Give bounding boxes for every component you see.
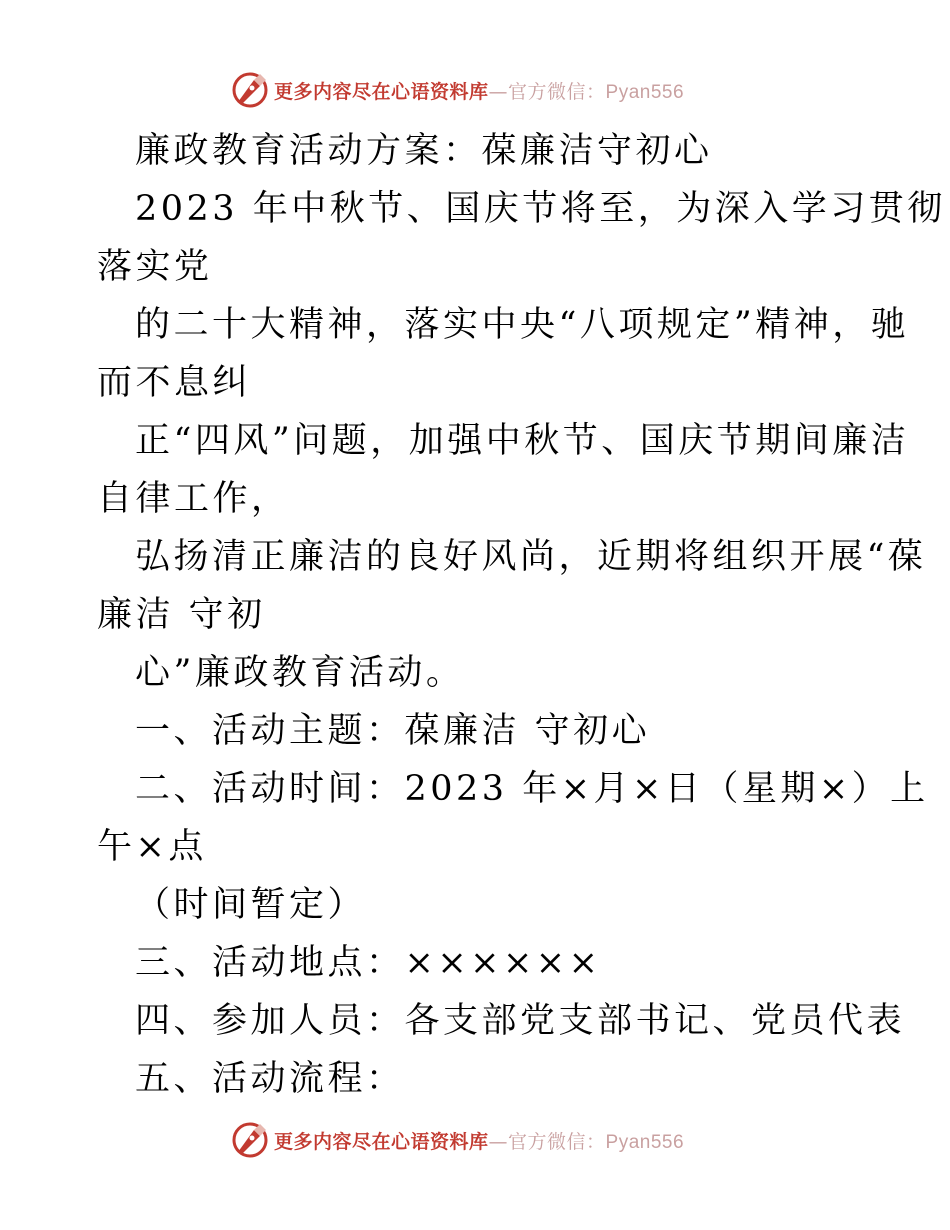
paragraph-line: 而不息纠 <box>97 363 252 403</box>
section-heading-theme: 一、活动主题：葆廉洁 守初心 <box>135 711 651 751</box>
document-title: 廉政教育活动方案：葆廉洁守初心 <box>135 131 713 171</box>
paragraph-line: 午×点 <box>97 827 207 867</box>
banner-wechat-id: Pyan556 <box>605 81 685 103</box>
section-heading-participants: 四、参加人员：各支部党支部书记、党员代表 <box>135 1001 906 1041</box>
pen-nib-logo-icon <box>230 70 270 110</box>
banner-text <box>274 77 684 104</box>
banner-separator: — <box>488 80 509 103</box>
header-watermark-banner <box>230 70 684 110</box>
banner-official-label: 官方微信： <box>508 1130 606 1153</box>
pen-nib-logo-icon <box>230 1120 270 1160</box>
paragraph-line: 正“四风”问题，加强中秋节、国庆节期间廉洁 <box>135 421 910 461</box>
paragraph-line: （时间暂定） <box>135 885 367 925</box>
paragraph-line: 弘扬清正廉洁的良好风尚，近期将组织开展“葆 <box>135 537 927 577</box>
paragraph-line: 2023 年中秋节、国庆节将至，为深入学习贯彻 <box>135 189 946 229</box>
paragraph-line: 自律工作， <box>97 479 290 519</box>
section-heading-location: 三、活动地点：×××××× <box>135 943 602 983</box>
banner-text <box>274 1127 684 1154</box>
paragraph-line: 的二十大精神，落实中央“八项规定”精神，驰 <box>135 305 910 345</box>
banner-separator: — <box>488 1130 509 1153</box>
banner-main-text: 更多内容尽在心语资料库 <box>274 1130 489 1153</box>
paragraph-line: 廉洁 守初 <box>97 595 266 635</box>
paragraph-line: 落实党 <box>97 247 213 287</box>
section-heading-time: 二、活动时间：2023 年×月×日（星期×）上 <box>135 769 929 809</box>
banner-main-text: 更多内容尽在心语资料库 <box>274 80 489 103</box>
banner-official-label: 官方微信： <box>508 80 606 103</box>
paragraph-line: 心”廉政教育活动。 <box>135 653 465 693</box>
footer-watermark-banner <box>230 1120 684 1160</box>
banner-wechat-id: Pyan556 <box>605 1131 685 1153</box>
document-body <box>97 122 946 1108</box>
section-heading-process: 五、活动流程： <box>135 1059 405 1099</box>
